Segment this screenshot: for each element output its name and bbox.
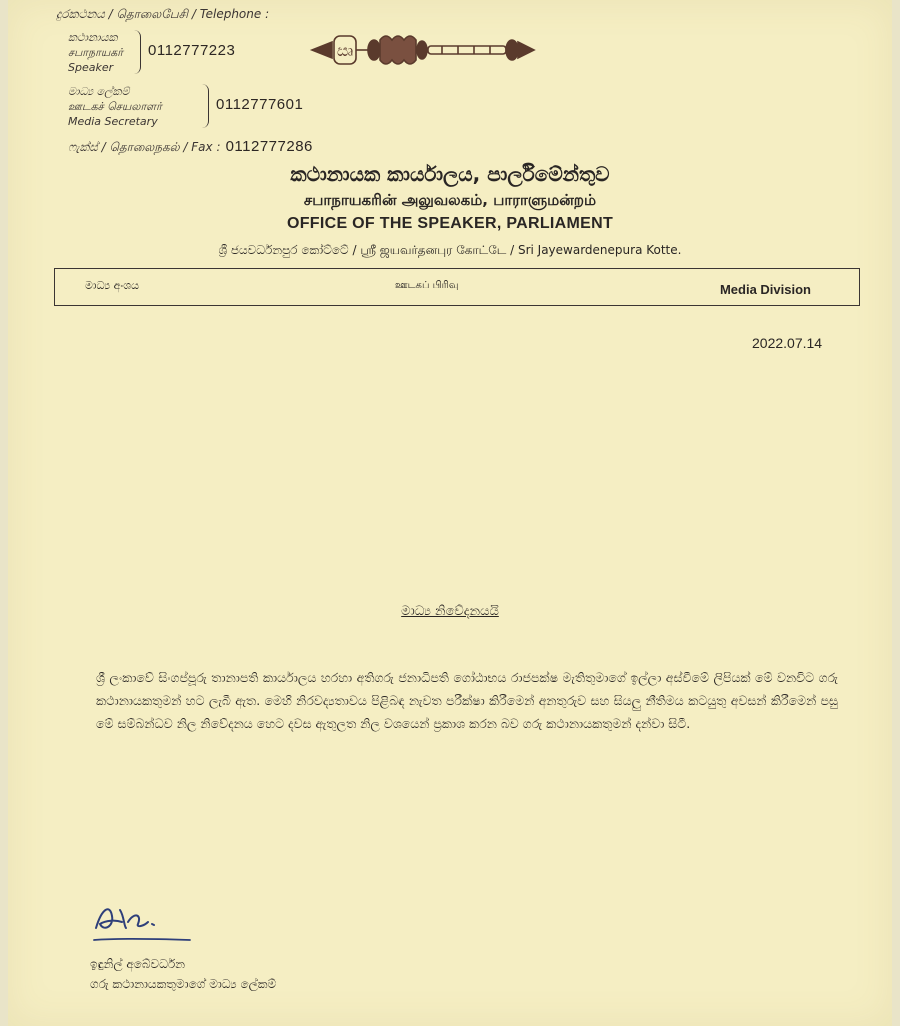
media-phone: 0112777601 bbox=[216, 96, 304, 113]
speaker-contact-labels bbox=[68, 30, 123, 75]
speaker-brace bbox=[134, 30, 141, 74]
office-title-english: OFFICE OF THE SPEAKER, PARLIAMENT bbox=[286, 215, 614, 232]
press-release-heading: මාධ්‍ය නිවේදනයයි bbox=[401, 604, 499, 619]
svg-text:ඍ: ඍ bbox=[336, 41, 354, 60]
division-sinhala: මාධ්‍ය අංශය bbox=[85, 279, 139, 292]
mace-emblem-icon bbox=[308, 28, 538, 72]
handwritten-signature bbox=[90, 898, 200, 946]
speaker-label-en: Speaker bbox=[68, 61, 114, 74]
letter-sheet bbox=[8, 0, 892, 1026]
office-address: ශ්‍රී ජයවර්ධනපුර කෝට්ටේ / ஸ்ரீ ஜயவர்தனபுர கோட்டே / Sri Jayewardenepura Kotte. bbox=[218, 243, 682, 257]
media-label-en: Media Secretary bbox=[68, 115, 158, 128]
division-tamil: ஊடகப் பிரிவு bbox=[395, 280, 459, 291]
office-title-sinhala: කථානායක කාර්යාලය, පාර්ලිමේන්තුව bbox=[290, 162, 610, 186]
fax-line bbox=[68, 136, 313, 156]
media-label-ta: ஊடகச் செயலாளர் bbox=[68, 100, 162, 113]
media-brace bbox=[202, 84, 209, 128]
telephone-header: දුරකථනය / தொலைபேசி / Telephone : bbox=[56, 7, 270, 21]
signatory-title: ගරු කථානායකතුමාගේ මාධ්‍ය ලේකම් bbox=[90, 977, 277, 991]
speaker-label-ta: சபாநாயகர் bbox=[68, 46, 124, 59]
media-label-si: මාධ්‍ය ලේකම් bbox=[68, 85, 130, 98]
press-release-body: ශ්‍රී ලංකාවේ සිංගප්පූරු තානාපති කාර්යාලය හරහා අතිගරු ජනාධිපති ගෝඨාභය රාජපක්ෂ මැතිතුමාගේ ඉල්ලා අස්වීමේ ලිපියක් මේ වනවිට ගරු කථානායකතුමන් හට ලැබී ඇත. මෙහි නිරවද්‍යතාවය පිළිබඳ නැවත පරීක්ෂා කිරීමෙන් අනතුරුව සහ සියලු නීතිමය කටයුතු අවසන් කිරීමෙන් පසු මේ සම්බන්ධව නිල නිවේදනය හෙට දවස ඇතුලත නිල වශයෙන් ප්‍රකාශ කරන බව ගරු කථානායකතුමන් දන්වා සිටී. bbox=[96, 670, 838, 731]
speaker-phone: 0112777223 bbox=[148, 42, 236, 59]
speaker-label-si: කථානායක bbox=[68, 31, 118, 44]
letter-date: 2022.07.14 bbox=[752, 335, 823, 351]
division-box bbox=[54, 268, 860, 306]
fax-label: ෆැක්ස් / தொலைநகல் / Fax : bbox=[68, 140, 221, 154]
fax-number: 0112777286 bbox=[225, 138, 313, 155]
division-english: Media Division bbox=[719, 282, 811, 297]
office-title-tamil: சபாநாயகரின் அலுவலகம், பாராளுமன்றம் bbox=[303, 191, 597, 209]
media-secretary-labels bbox=[68, 84, 162, 129]
signatory-name: ඉඳුනිල් අබේවර්ධන bbox=[90, 957, 186, 971]
